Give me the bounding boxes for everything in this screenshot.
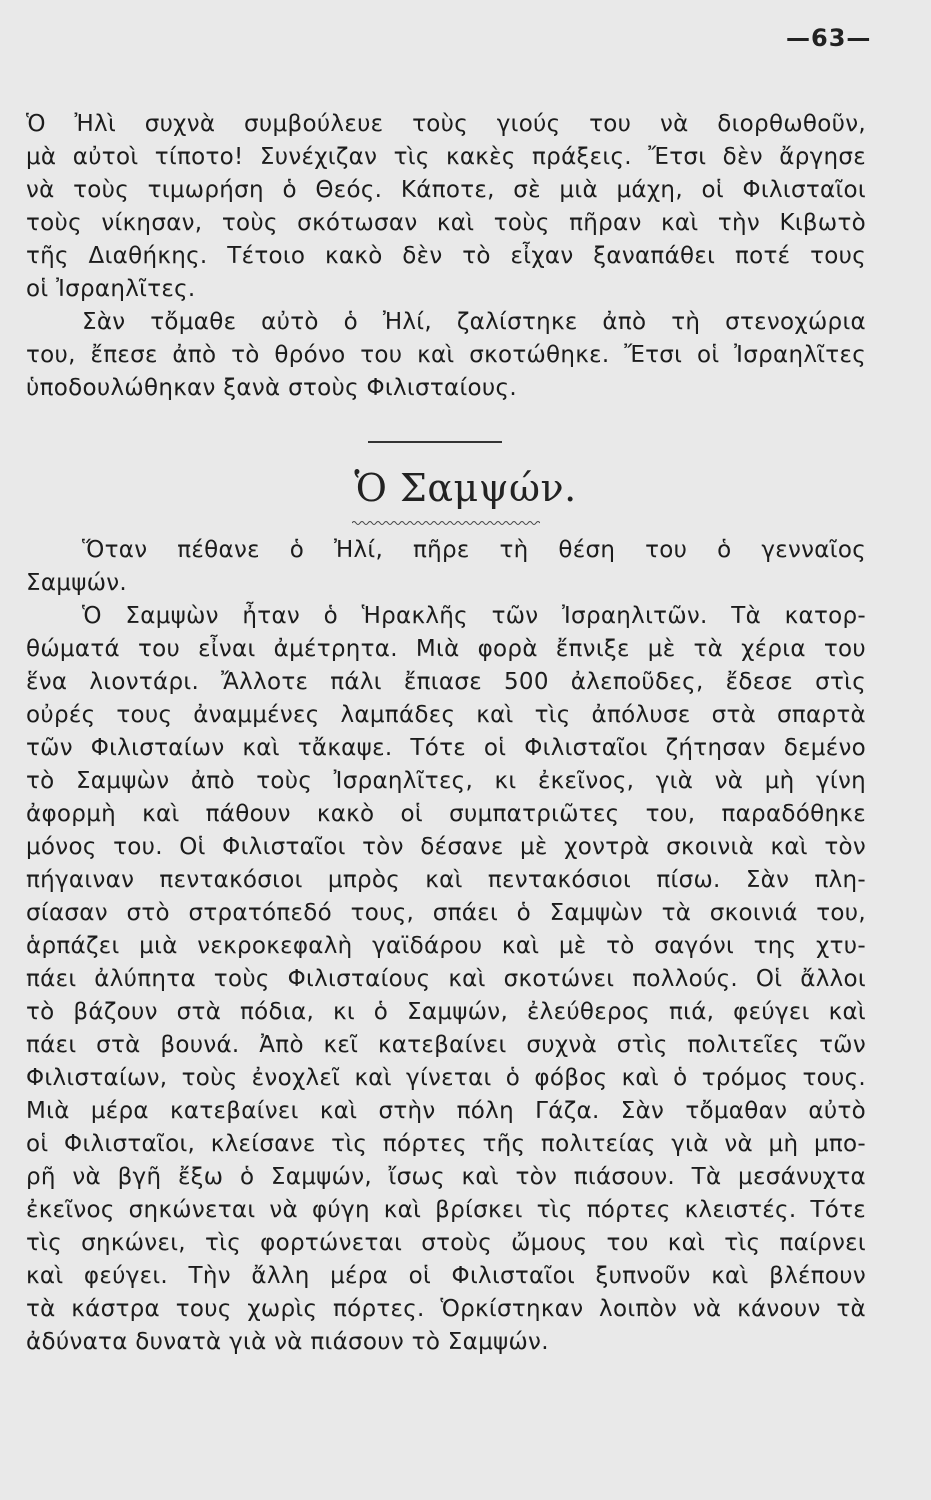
text-line: μὰ αὐτοὶ τίποτο! Συνέχιζαν τὶς κακὲς πράξεις. Ἔτσι δὲν ἄργησε bbox=[26, 144, 866, 170]
text-line: Ὁ Ἠλὶ συχνὰ συμβούλευε τοὺς γιούς του νὰ διορθωθοῦν, bbox=[26, 111, 866, 137]
wavy-separator bbox=[352, 520, 540, 526]
text-line: τὸ Σαμψὼν ἀπὸ τοὺς Ἰσραηλῖτες, κι ἐκεῖνος, γιὰ νὰ μὴ γίνη bbox=[26, 768, 866, 794]
text-line: ὑποδουλώθηκαν ξανὰ στοὺς Φιλισταίους. bbox=[26, 375, 517, 401]
text-line: πάει ἀλύπητα τοὺς Φιλισταίους καὶ σκοτώνει πολλούς. Οἱ ἄλλοι bbox=[26, 966, 866, 992]
text-line: θώματά του εἶναι ἀμέτρητα. Μιὰ φορὰ ἔπνιξε μὲ τὰ χέρια του bbox=[26, 636, 866, 662]
text-line: οὐρές τους ἀναμμένες λαμπάδες καὶ τὶς ἀπόλυσε στὰ σπαρτὰ bbox=[26, 702, 866, 728]
paragraph-eli bbox=[26, 108, 866, 405]
text-line: ἁρπάζει μιὰ νεκροκεφαλὴ γαϊδάρου καὶ μὲ τὸ σαγόνι της χτυ- bbox=[26, 933, 866, 959]
text-line: ἐκεῖνος σηκώνεται νὰ φύγη καὶ βρίσκει τὶς πόρτες κλειστές. Τότε bbox=[26, 1197, 866, 1223]
page-number: —63— bbox=[786, 24, 872, 52]
text-line: Μιὰ μέρα κατεβαίνει καὶ στὴν πόλη Γάζα. Σὰν τὄμαθαν αὐτὸ bbox=[26, 1098, 866, 1124]
separator-rule bbox=[368, 441, 502, 443]
text-line: ἕνα λιοντάρι. Ἄλλοτε πάλι ἔπιασε 500 ἀλεποῦδες, ἔδεσε στὶς bbox=[26, 669, 866, 695]
text-line: ἀφορμὴ καὶ πάθουν κακὸ οἱ συμπατριῶτες του, παραδόθηκε bbox=[26, 801, 866, 827]
text-line: τῶν Φιλισταίων καὶ τἄκαψε. Τότε οἱ Φιλισταῖοι ζήτησαν δεμένο bbox=[26, 735, 866, 761]
section-heading: Ὁ Σαμψών. bbox=[354, 466, 577, 510]
text-line: τὸ βάζουν στὰ πόδια, κι ὁ Σαμψών, ἐλεύθερος πιά, φεύγει καὶ bbox=[26, 999, 866, 1025]
text-line: πήγαιναν πεντακόσιοι μπρὸς καὶ πεντακόσιοι πίσω. Σὰν πλη- bbox=[26, 867, 866, 893]
text-line: πάει στὰ βουνά. Ἀπὸ κεῖ κατεβαίνει συχνὰ στὶς πολιτεῖες τῶν bbox=[26, 1032, 866, 1058]
text-line: ρῆ νὰ βγῆ ἔξω ὁ Σαμψών, ἴσως καὶ τὸν πιάσουν. Τὰ μεσάνυχτα bbox=[26, 1164, 866, 1190]
text-line: τὶς σηκώνει, τὶς φορτώνεται στοὺς ὤμους του καὶ τὶς παίρνει bbox=[26, 1230, 866, 1256]
text-line: τῆς Διαθήκης. Τέτοιο κακὸ δὲν τὸ εἶχαν ξαναπάθει ποτέ τους bbox=[26, 243, 866, 269]
text-line: καὶ φεύγει. Τὴν ἄλλη μέρα οἱ Φιλισταῖοι ξυπνοῦν καὶ βλέπουν bbox=[26, 1263, 866, 1289]
text-line: Σὰν τὄμαθε αὐτὸ ὁ Ἠλί, ζαλίστηκε ἀπὸ τὴ στενοχώρια bbox=[82, 309, 866, 335]
text-line: Ὅταν πέθανε ὁ Ἠλί, πῆρε τὴ θέση του ὁ γενναῖος bbox=[82, 537, 866, 563]
paragraph-samson bbox=[26, 534, 866, 1359]
text-line: τοὺς νίκησαν, τοὺς σκότωσαν καὶ τοὺς πῆραν καὶ τὴν Κιβωτὸ bbox=[26, 210, 866, 236]
text-line: οἱ Φιλισταῖοι, κλείσανε τὶς πόρτες τῆς πολιτείας γιὰ νὰ μὴ μπο- bbox=[26, 1131, 866, 1157]
text-line: του, ἔπεσε ἀπὸ τὸ θρόνο του καὶ σκοτώθηκε. Ἔτσι οἱ Ἰσραηλῖτες bbox=[26, 342, 866, 368]
text-line: σίασαν στὸ στρατόπεδό τους, σπάει ὁ Σαμψὼν τὰ σκοινιά του, bbox=[26, 900, 866, 926]
text-line: Ὁ Σαμψὼν ἦταν ὁ Ἡρακλῆς τῶν Ἰσραηλιτῶν. Τὰ κατορ- bbox=[82, 603, 866, 629]
text-line: ἀδύνατα δυνατὰ γιὰ νὰ πιάσουν τὸ Σαμψών. bbox=[26, 1329, 549, 1355]
text-line: νὰ τοὺς τιμωρήση ὁ Θεός. Κάποτε, σὲ μιὰ μάχη, οἱ Φιλισταῖοι bbox=[26, 177, 866, 203]
text-line: τὰ κάστρα τους χωρὶς πόρτες. Ὁρκίστηκαν λοιπὸν νὰ κάνουν τὰ bbox=[26, 1296, 866, 1322]
text-line: Σαμψών. bbox=[26, 570, 128, 596]
text-line: μόνος του. Οἱ Φιλισταῖοι τὸν δέσανε μὲ χοντρὰ σκοινιὰ καὶ τὸν bbox=[26, 834, 866, 860]
text-line: Φιλισταίων, τοὺς ἐνοχλεῖ καὶ γίνεται ὁ φόβος καὶ ὁ τρόμος τους. bbox=[26, 1065, 866, 1091]
text-line: οἱ Ἰσραηλῖτες. bbox=[26, 276, 196, 302]
